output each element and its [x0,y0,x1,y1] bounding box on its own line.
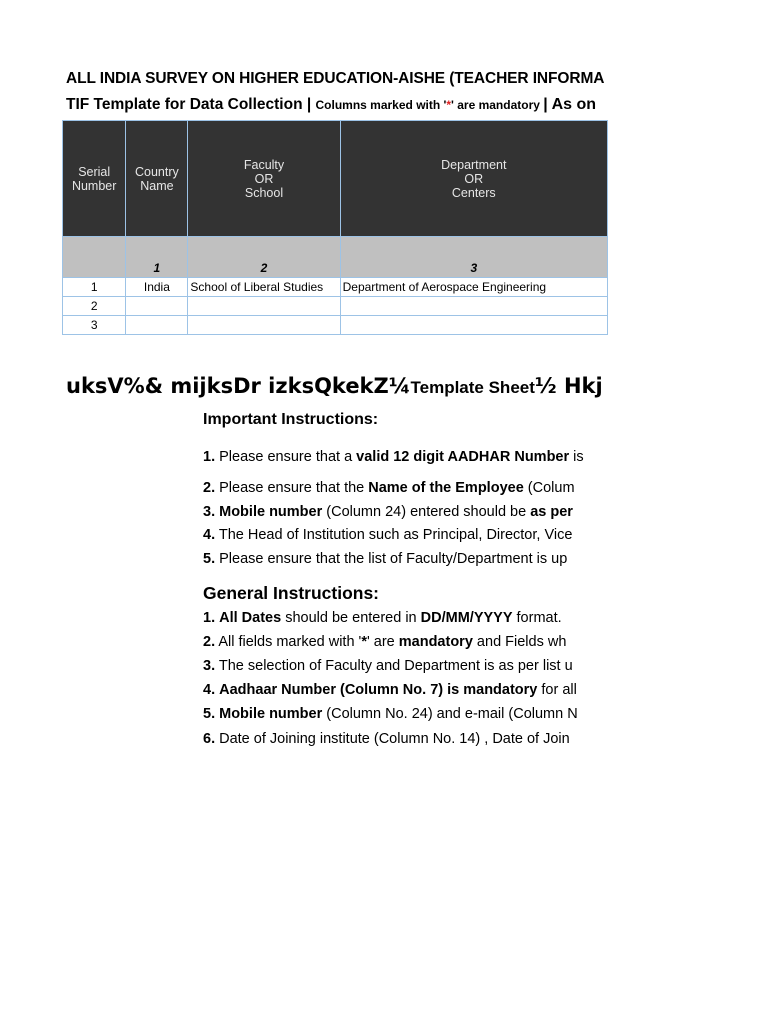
cell-department[interactable] [340,316,607,335]
item-bold: as per [530,504,573,520]
item-text: Please ensure that a [215,449,357,465]
item-bold: Mobile number [219,706,323,722]
item-number: 4. [203,527,216,543]
column-number-cell [63,237,126,278]
general-instructions-heading: General Instructions: [203,583,380,603]
hindi-heading-a: uksV%& mijksDr izksQkekZ¼ [66,374,411,398]
item-text: Please ensure that the [215,480,369,496]
cell-serial[interactable]: 2 [63,297,126,316]
item-number: 5. [203,706,216,722]
header-serial-label: Serial Number [71,164,117,193]
item-bold: Aadhaar Number (Column No. 7) is mandatory [219,682,538,698]
important-item-5 [203,551,567,567]
item-text: The Head of Institution such as Principal, Director, Vice [215,527,573,543]
general-item-4 [203,682,577,698]
item-text: format. [512,610,562,626]
cell-country[interactable]: India [126,278,188,297]
cell-faculty[interactable] [188,316,340,335]
item-text: is [569,449,584,465]
item-number: 5. [203,551,216,567]
item-bold: All Dates [219,610,282,626]
item-number: 1. [203,610,216,626]
cell-faculty[interactable]: School of Liberal Studies [188,278,340,297]
important-item-4 [203,527,572,543]
item-text: (Colum [523,480,575,496]
header-country-name [126,121,188,237]
subtitle-as-on: | As on [543,96,597,113]
column-number-cell: 1 [126,237,188,278]
column-number-cell: 2 [188,237,340,278]
header-faculty-line2: OR [254,171,274,186]
item-number: 2. [203,634,216,650]
item-text: (Column No. 24) and e-mail (Column N [322,706,578,722]
subtitle-mandatory-note-a: Columns marked with ' [315,98,447,112]
document-subtitle [66,96,596,114]
important-item-1 [203,449,584,465]
item-text: for all [537,682,577,698]
header-faculty [188,121,340,237]
general-item-6 [203,731,570,747]
item-number: 6. [203,731,216,747]
item-text: Please ensure that the list of Faculty/Department is up [215,551,568,567]
tif-table [62,120,608,335]
item-number: 3. [203,504,216,520]
hindi-heading-b: ½ Hkj [534,374,603,398]
item-number: 4. [203,682,216,698]
item-text: The selection of Faculty and Department is as per list u [215,658,573,674]
header-faculty-line1: Faculty [243,157,285,172]
cell-department[interactable] [340,297,607,316]
header-department-line3: Centers [451,185,496,200]
hindi-heading [66,374,603,398]
cell-country[interactable] [126,297,188,316]
header-country-label: Country Name [135,164,179,193]
column-number-cell: 3 [340,237,607,278]
hindi-heading-english: Template Sheet [410,378,535,397]
item-text: (Column 24) entered should be [322,504,531,520]
cell-faculty[interactable] [188,297,340,316]
cell-country[interactable] [126,316,188,335]
general-item-3 [203,658,573,674]
cell-department[interactable]: Department of Aerospace Engineering [340,278,607,297]
header-department [340,121,607,237]
item-text: should be entered in [281,610,421,626]
subtitle-mandatory-note-b: ' are mandatory [451,98,544,112]
item-text: All fields marked with ' [215,634,362,650]
cell-serial[interactable]: 1 [63,278,126,297]
item-number: 3. [203,658,216,674]
general-item-2 [203,634,566,650]
item-bold: DD/MM/YYYY [420,610,513,626]
header-faculty-line3: School [244,185,284,200]
item-bold: * [361,634,367,650]
item-text: ' are [366,634,399,650]
table-row [63,316,608,335]
header-department-line2: OR [464,171,484,186]
item-number: 1. [203,449,216,465]
item-bold: Mobile number [219,504,323,520]
item-text: and Fields wh [472,634,567,650]
subtitle-star: * [446,98,452,112]
header-department-line1: Department [441,157,507,172]
important-item-3 [203,504,573,520]
important-item-2 [203,480,575,496]
item-bold: Name of the Employee [368,480,524,496]
header-serial-number [63,121,126,237]
important-instructions-heading: Important Instructions: [203,411,379,428]
general-item-1 [203,610,562,626]
subtitle-main: TIF Template for Data Collection | [66,96,316,113]
general-item-5 [203,706,578,722]
item-bold: valid 12 digit AADHAR Number [356,449,570,465]
item-number: 2. [203,480,216,496]
table-row [63,278,608,297]
table-header-row [63,121,608,237]
document-title: ALL INDIA SURVEY ON HIGHER EDUCATION-AISHE (TEACHER INFORMA [66,70,605,87]
item-bold: mandatory [398,634,473,650]
column-number-row [63,237,608,278]
table-row [63,297,608,316]
item-text: Date of Joining institute (Column No. 14) , Date of Join [215,731,570,747]
cell-serial[interactable]: 3 [63,316,126,335]
